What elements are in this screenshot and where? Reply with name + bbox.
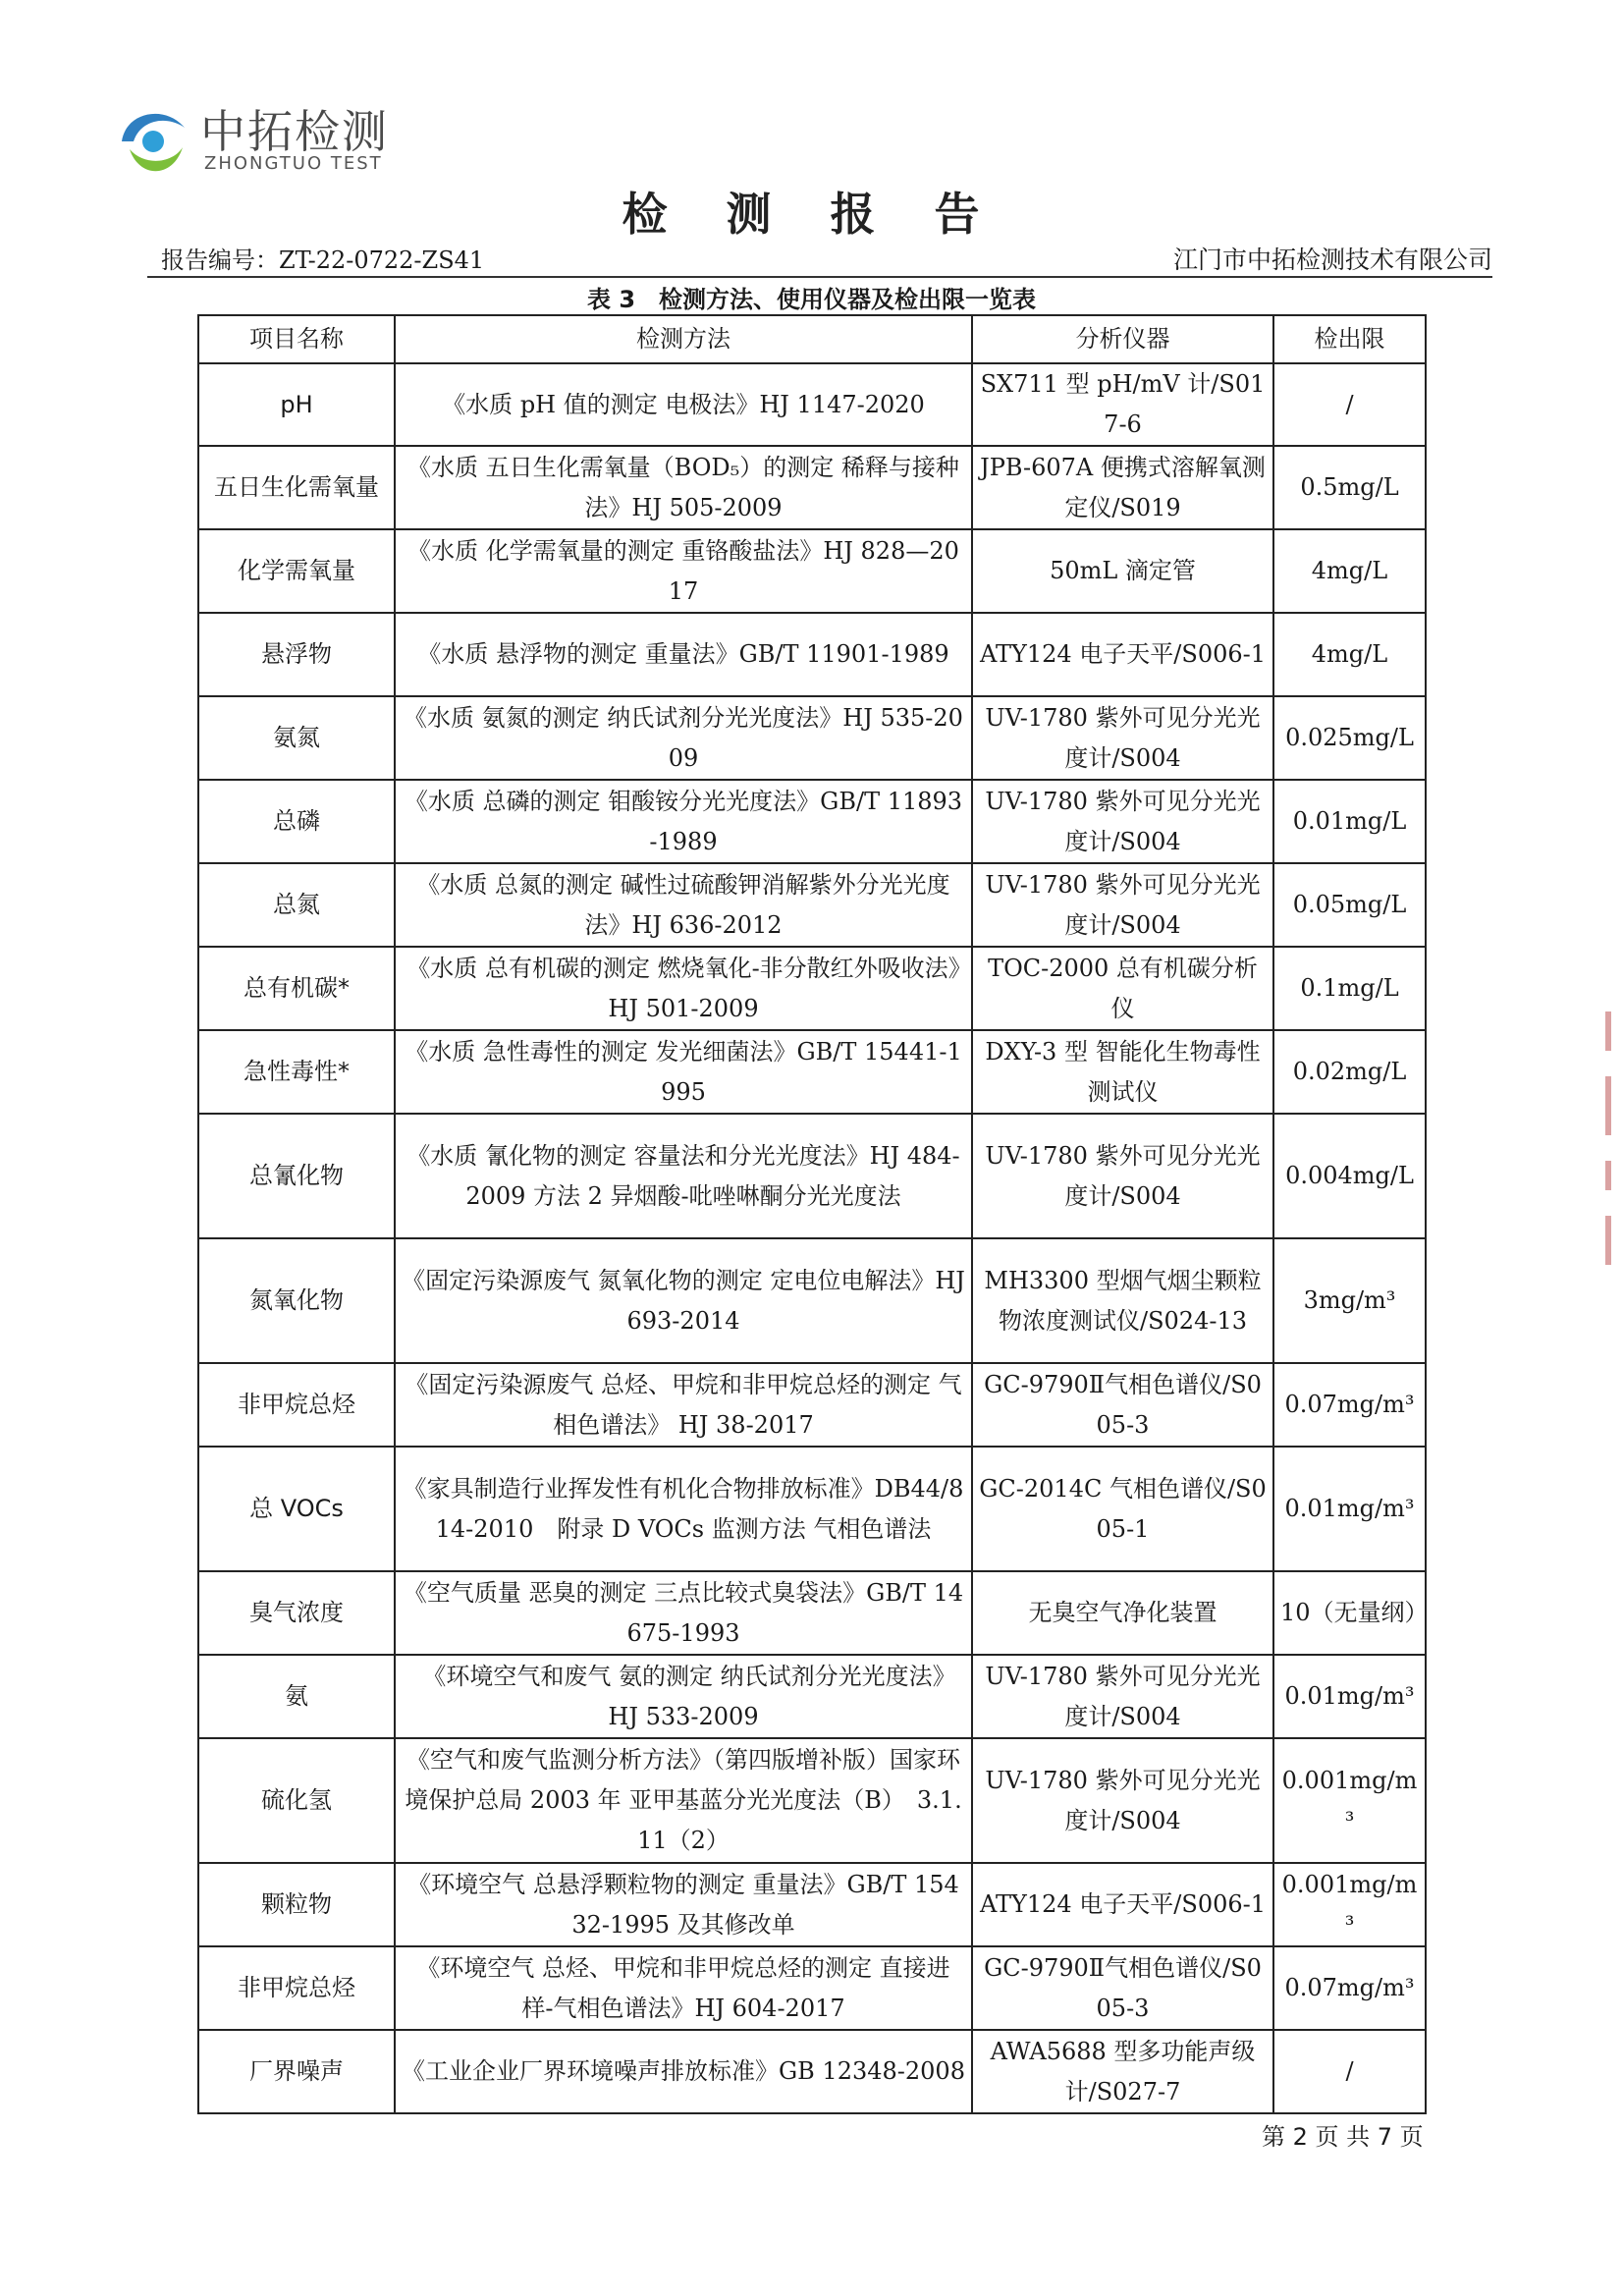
item-cell: 臭气浓度 <box>198 1571 395 1655</box>
table-row <box>198 1863 1426 1946</box>
limit-cell: 0.001mg/m³ <box>1273 1738 1426 1863</box>
instrument-cell: JPB-607A 便携式溶解氧测定仪/S019 <box>972 446 1273 529</box>
method-cell: 《水质 总氮的测定 碱性过硫酸钾消解紫外分光光度法》HJ 636-2012 <box>395 863 972 947</box>
report-header-line <box>147 241 1492 278</box>
instrument-cell: AWA5688 型多功能声级计/S027-7 <box>972 2030 1273 2113</box>
column-header: 分析仪器 <box>972 315 1273 363</box>
limit-cell: 0.001mg/m³ <box>1273 1863 1426 1946</box>
column-header: 检出限 <box>1273 315 1426 363</box>
table-row <box>198 1946 1426 2030</box>
instrument-cell: GC-2014C 气相色谱仪/S005-1 <box>972 1447 1273 1571</box>
table-caption: 表 3 检测方法、使用仪器及检出限一览表 <box>586 286 1037 313</box>
table-row <box>198 1655 1426 1738</box>
logo-chinese-name: 中拓检测 <box>200 105 389 158</box>
method-cell: 《水质 化学需氧量的测定 重铬酸盐法》HJ 828—2017 <box>395 529 972 613</box>
item-cell: 氮氧化物 <box>198 1238 395 1363</box>
limit-cell: 0.01mg/m³ <box>1273 1655 1426 1738</box>
item-cell: pH <box>198 363 395 446</box>
item-cell: 总磷 <box>198 780 395 863</box>
item-cell: 总氮 <box>198 863 395 947</box>
instrument-cell: ATY124 电子天平/S006-1 <box>972 613 1273 696</box>
item-cell: 化学需氧量 <box>198 529 395 613</box>
method-cell: 《工业企业厂界环境噪声排放标准》GB 12348-2008 <box>395 2030 972 2113</box>
document-title: 检 测 报 告 <box>622 188 1001 241</box>
method-cell: 《固定污染源废气 总烃、甲烷和非甲烷总烃的测定 气相色谱法》 HJ 38-2017 <box>395 1363 972 1447</box>
table-row <box>198 1114 1426 1238</box>
limit-cell: 0.05mg/L <box>1273 863 1426 947</box>
method-cell: 《固定污染源废气 氮氧化物的测定 定电位电解法》HJ 693-2014 <box>395 1238 972 1363</box>
method-cell: 《水质 总磷的测定 钼酸铵分光光度法》GB/T 11893-1989 <box>395 780 972 863</box>
item-cell: 氨 <box>198 1655 395 1738</box>
method-cell: 《水质 急性毒性的测定 发光细菌法》GB/T 15441-1995 <box>395 1030 972 1114</box>
instrument-cell: UV-1780 紫外可见分光光度计/S004 <box>972 696 1273 780</box>
table-row <box>198 780 1426 863</box>
logo-english-name: ZHONGTUO TEST <box>204 153 383 174</box>
instrument-cell: UV-1780 紫外可见分光光度计/S004 <box>972 780 1273 863</box>
instrument-cell: TOC-2000 总有机碳分析仪 <box>972 947 1273 1030</box>
method-cell: 《环境空气 总烃、甲烷和非甲烷总烃的测定 直接进样-气相色谱法》HJ 604-2017 <box>395 1946 972 2030</box>
table-row <box>198 2030 1426 2113</box>
table-row <box>198 613 1426 696</box>
item-cell: 急性毒性* <box>198 1030 395 1114</box>
instrument-cell: UV-1780 紫外可见分光光度计/S004 <box>972 1114 1273 1238</box>
item-cell: 五日生化需氧量 <box>198 446 395 529</box>
limit-cell: 0.07mg/m³ <box>1273 1363 1426 1447</box>
method-cell: 《空气和废气监测分析方法》（第四版增补版）国家环境保护总局 2003 年 亚甲基蓝分光光度法（B） 3.1.11（2） <box>395 1738 972 1863</box>
column-header: 检测方法 <box>395 315 972 363</box>
limit-cell: 0.07mg/m³ <box>1273 1946 1426 2030</box>
instrument-cell: SX711 型 pH/mV 计/S017-6 <box>972 363 1273 446</box>
table-row <box>198 863 1426 947</box>
instrument-cell: GC-9790Ⅱ气相色谱仪/S005-3 <box>972 1363 1273 1447</box>
instrument-cell: ATY124 电子天平/S006-1 <box>972 1863 1273 1946</box>
instrument-cell: MH3300 型烟气烟尘颗粒物浓度测试仪/S024-13 <box>972 1238 1273 1363</box>
limit-cell: 0.1mg/L <box>1273 947 1426 1030</box>
instrument-cell: UV-1780 紫外可见分光光度计/S004 <box>972 1655 1273 1738</box>
item-cell: 非甲烷总烃 <box>198 1946 395 2030</box>
limit-cell: 0.5mg/L <box>1273 446 1426 529</box>
table-row <box>198 529 1426 613</box>
limit-cell: 10（无量纲） <box>1273 1571 1426 1655</box>
method-cell: 《环境空气 总悬浮颗粒物的测定 重量法》GB/T 15432-1995 及其修改单 <box>395 1863 972 1946</box>
item-cell: 硫化氢 <box>198 1738 395 1863</box>
limit-cell: 0.004mg/L <box>1273 1114 1426 1238</box>
limit-cell: 0.01mg/m³ <box>1273 1447 1426 1571</box>
table-header-row <box>198 315 1426 363</box>
table-row <box>198 1238 1426 1363</box>
method-cell: 《水质 悬浮物的测定 重量法》GB/T 11901-1989 <box>395 613 972 696</box>
table-row <box>198 1030 1426 1114</box>
item-cell: 悬浮物 <box>198 613 395 696</box>
page-number: 第 2 页 共 7 页 <box>1262 2123 1424 2151</box>
table-row <box>198 947 1426 1030</box>
table-row <box>198 696 1426 780</box>
report-number: 报告编号：ZT-22-0722-ZS41 <box>161 246 485 274</box>
item-cell: 总有机碳* <box>198 947 395 1030</box>
table-row <box>198 1738 1426 1863</box>
table-row <box>198 446 1426 529</box>
item-cell: 厂界噪声 <box>198 2030 395 2113</box>
instrument-cell: 50mL 滴定管 <box>972 529 1273 613</box>
table-row <box>198 363 1426 446</box>
method-cell: 《水质 pH 值的测定 电极法》HJ 1147-2020 <box>395 363 972 446</box>
instrument-cell: DXY-3 型 智能化生物毒性测试仪 <box>972 1030 1273 1114</box>
method-cell: 《水质 氨氮的测定 纳氏试剂分光光度法》HJ 535-2009 <box>395 696 972 780</box>
instrument-cell: UV-1780 紫外可见分光光度计/S004 <box>972 1738 1273 1863</box>
instrument-cell: 无臭空气净化装置 <box>972 1571 1273 1655</box>
table-row <box>198 1363 1426 1447</box>
limit-cell: 4mg/L <box>1273 529 1426 613</box>
limit-cell: / <box>1273 2030 1426 2113</box>
company-logo <box>116 96 410 185</box>
item-cell: 非甲烷总烃 <box>198 1363 395 1447</box>
instrument-cell: UV-1780 紫外可见分光光度计/S004 <box>972 863 1273 947</box>
company-name: 江门市中拓检测技术有限公司 <box>1172 246 1492 274</box>
method-cell: 《水质 总有机碳的测定 燃烧氧化-非分散红外吸收法》HJ 501-2009 <box>395 947 972 1030</box>
limit-cell: 0.025mg/L <box>1273 696 1426 780</box>
method-cell: 《水质 五日生化需氧量（BOD₅）的测定 稀释与接种法》HJ 505-2009 <box>395 446 972 529</box>
method-cell: 《空气质量 恶臭的测定 三点比较式臭袋法》GB/T 14675-1993 <box>395 1571 972 1655</box>
methods-table <box>197 314 1427 2114</box>
logo-icon <box>116 102 190 181</box>
method-cell: 《水质 氰化物的测定 容量法和分光光度法》HJ 484-2009 方法 2 异烟酸-吡唑啉酮分光光度法 <box>395 1114 972 1238</box>
limit-cell: 3mg/m³ <box>1273 1238 1426 1363</box>
item-cell: 总氰化物 <box>198 1114 395 1238</box>
method-cell: 《家具制造行业挥发性有机化合物排放标准》DB44/814-2010 附录 D VOCs 监测方法 气相色谱法 <box>395 1447 972 1571</box>
table-row <box>198 1571 1426 1655</box>
item-cell: 氨氮 <box>198 696 395 780</box>
limit-cell: / <box>1273 363 1426 446</box>
table-row <box>198 1447 1426 1571</box>
limit-cell: 4mg/L <box>1273 613 1426 696</box>
item-cell: 颗粒物 <box>198 1863 395 1946</box>
column-header: 项目名称 <box>198 315 395 363</box>
method-cell: 《环境空气和废气 氨的测定 纳氏试剂分光光度法》 HJ 533-2009 <box>395 1655 972 1738</box>
instrument-cell: GC-9790Ⅱ气相色谱仪/S005-3 <box>972 1946 1273 2030</box>
side-stamp-marks <box>1605 1011 1611 1290</box>
limit-cell: 0.02mg/L <box>1273 1030 1426 1114</box>
item-cell: 总 VOCs <box>198 1447 395 1571</box>
limit-cell: 0.01mg/L <box>1273 780 1426 863</box>
